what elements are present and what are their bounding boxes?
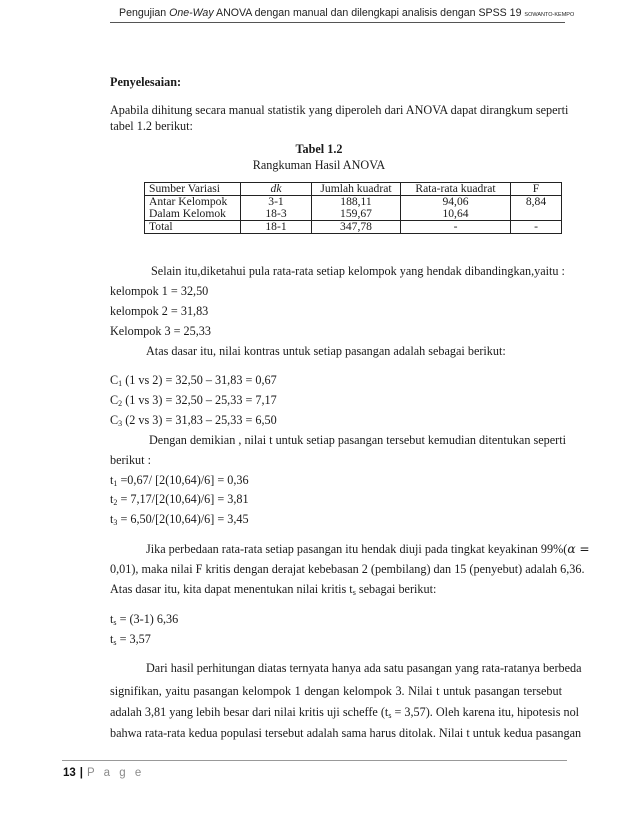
conclusion-line-1: Dari hasil perhitungan diatas ternyata hanya ada satu pasangan yang rata-ratanya berbeda	[146, 661, 582, 675]
header-f: F	[511, 183, 562, 196]
conclusion-line-4: bahwa rata-rata kedua populasi tersebut adalah sama harus ditolak. Nilai t untuk kedua pasangan	[110, 726, 582, 740]
header-sumber-variasi: Sumber Variasi	[145, 183, 241, 196]
table-cell: 18-3	[241, 208, 312, 221]
table-cell: Total	[145, 221, 241, 234]
table-cell: -	[401, 221, 511, 234]
header-jumlah-kuadrat: Jumlah kuadrat	[312, 183, 401, 196]
table-cell: 94,06	[401, 196, 511, 209]
table-total-row	[145, 221, 562, 234]
table-cell: 347,78	[312, 221, 401, 234]
ts-line-2: $t_s = 3,57$	[110, 632, 151, 647]
ts-line-1: $t_s = (3-1)$ 6,36	[110, 612, 179, 627]
table-cell: Dalam Kelomok	[145, 208, 241, 221]
t-intro-line-1: Dengan demikian , nilai t untuk setiap pasangan tersebut kemudian ditentukan seperti	[149, 433, 566, 447]
footer-separator: |	[79, 767, 84, 779]
table-header-row	[145, 183, 562, 196]
table-cell: Antar Kelompok	[145, 196, 241, 209]
running-header: Pengujian One-Way ANOVA dengan manual dan dilengkapi analisis dengan SPSS 19 SOWANTO-KEMPO	[119, 7, 575, 19]
t-value-1: $t_1 =0,67/$ [2(10,64)/6] = 0,36	[110, 473, 249, 488]
mean-kelompok-2: kelompok 2 = 31,83	[110, 304, 209, 318]
header-rule	[110, 22, 565, 23]
table-title: Tabel 1.2	[295, 142, 343, 156]
table-cell: 188,11	[312, 196, 401, 209]
page-number: 13	[63, 767, 76, 779]
alpha-symbol: α =	[567, 542, 590, 556]
table-row	[145, 208, 562, 221]
header-author: SOWANTO-KEMPO	[524, 12, 575, 18]
anova-table	[144, 182, 562, 234]
means-intro: Selain itu,diketahui pula rata-rata setiap kelompok yang hendak dibandingkan,yaitu :	[151, 264, 565, 278]
table-cell	[511, 208, 562, 221]
f-paragraph-line-1: Jika perbedaan rata-rata setiap pasangan itu hendak diuji pada tingkat keyakinan 99%(α =	[146, 542, 590, 556]
contrast-c3: $C_3$ (2 vs 3) = 31,83 – 25,33 = 6,50	[110, 413, 277, 428]
mean-kelompok-3: Kelompok 3 = 25,33	[110, 324, 211, 338]
t-intro-line-2: berikut :	[110, 453, 151, 467]
t-value-2: $t_2 = 7,17/[2(10,64)/6] = 3,81$	[110, 492, 249, 507]
intro-line-1: Apabila dihitung secara manual statistik yang diperoleh dari ANOVA dapat dirangkum seperti	[110, 103, 569, 117]
intro-line-2: tabel 1.2 berikut:	[110, 119, 193, 133]
contrast-intro: Atas dasar itu, nilai kontras untuk setiap pasangan adalah sebagai berikut:	[146, 344, 506, 358]
contrast-c1: $C_1$ (1 vs 2) = 32,50 – 31,83 = 0,67	[110, 373, 277, 388]
section-title: Penyelesaian:	[110, 75, 182, 89]
conclusion-line-2: signifikan, yaitu pasangan kelompok 1 dengan kelompok 3. Nilai t untuk pasangan tersebut	[110, 684, 562, 698]
table-cell: -	[511, 221, 562, 234]
page-label: P a g e	[87, 767, 145, 779]
contrast-c2: $C_2$ (1 vs 3) = 32,50 – 25,33 = 7,17	[110, 393, 277, 408]
footer-rule	[62, 760, 567, 761]
conclusion-line-3: adalah 3,81 yang lebih besar dari nilai kritis uji scheffe $(t_s = 3,57)$. Oleh karena itu, hipotesis nol	[110, 705, 580, 720]
header-rata-rata-kuadrat: Rata-rata kuadrat	[401, 183, 511, 196]
table-cell: 18-1	[241, 221, 312, 234]
f-paragraph-line-2: 0,01), maka nilai F kritis dengan derajat kebebasan 2 (pembilang) dan 15 (penyebut) adalah 6,36.	[110, 562, 585, 576]
page-footer	[63, 767, 144, 779]
header-dk: dk	[241, 183, 312, 196]
table-cell: 10,64	[401, 208, 511, 221]
table-cell: 8,84	[511, 196, 562, 209]
f-paragraph-line-3: Atas dasar itu, kita dapat menentukan nilai kritis $t_s$ sebagai berikut:	[110, 582, 437, 597]
mean-kelompok-1: kelompok 1 = 32,50	[110, 284, 209, 298]
table-subtitle: Rangkuman Hasil ANOVA	[252, 158, 386, 172]
t-value-3: $t_3 = 6,50/[2(10,64)/6] = 3,45$	[110, 512, 249, 527]
table-cell: 159,67	[312, 208, 401, 221]
table-cell: 3-1	[241, 196, 312, 209]
